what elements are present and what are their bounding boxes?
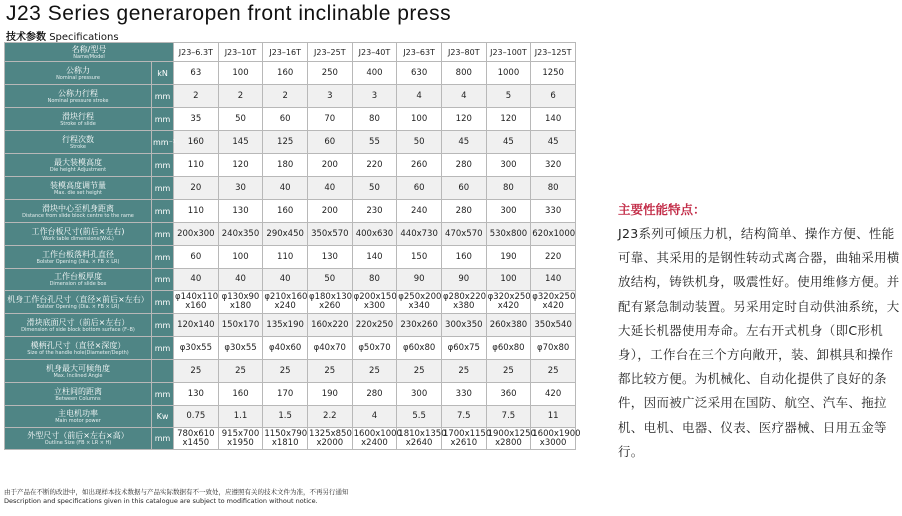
features-panel xyxy=(618,200,902,464)
table-row xyxy=(5,337,576,360)
parameter-name-cell xyxy=(5,337,152,360)
value-cell: 350x570 xyxy=(307,223,352,246)
catalogue-notes xyxy=(4,488,349,506)
value-cell: 630 xyxy=(397,62,442,85)
header-name-en: Name/Model xyxy=(73,53,105,60)
value-cell: 25 xyxy=(263,360,308,383)
value-cell: 80 xyxy=(531,177,576,200)
table-row xyxy=(5,62,576,85)
value-cell: 2 xyxy=(218,85,263,108)
value-cell: 160 xyxy=(174,131,219,154)
unit-cell: kN xyxy=(152,62,174,85)
parameter-name-cn: 工作台板尺寸(前后×左右) xyxy=(31,226,125,236)
value-cell: 25 xyxy=(352,360,397,383)
value-cell: 260x380 xyxy=(486,314,531,337)
parameter-name-en: Work table dimensions(WxL) xyxy=(42,235,114,242)
value-cell: 120x140 xyxy=(174,314,219,337)
parameter-name-cn: 机身工作台孔尺寸（直径×前后×左右） xyxy=(7,294,149,304)
value-cell: 110 xyxy=(263,246,308,269)
value-cell: 400x630 xyxy=(352,223,397,246)
value-cell: 50 xyxy=(352,177,397,200)
parameter-name-cn: 装模高度调节量 xyxy=(50,180,106,190)
value-cell: 780x610 x1450 xyxy=(174,428,219,450)
value-cell: 4 xyxy=(397,85,442,108)
value-cell: 260 xyxy=(397,154,442,177)
parameter-name-cn: 工作台板落料孔直径 xyxy=(42,249,114,259)
parameter-name-cell xyxy=(5,108,152,131)
value-cell: 240 xyxy=(397,200,442,223)
header-name-cell xyxy=(5,43,174,62)
value-cell: 200x300 xyxy=(174,223,219,246)
features-title: 主要性能特点： xyxy=(618,202,706,217)
value-cell: 40 xyxy=(263,177,308,200)
value-cell: 1900x1250 x2800 xyxy=(487,428,536,448)
value-cell: 50 xyxy=(218,108,263,131)
parameter-name-cn: 最大装模高度 xyxy=(54,157,102,167)
value-cell: 60 xyxy=(397,177,442,200)
value-cell: φ60x80 xyxy=(397,337,442,360)
note-cn: 由于产品在不断的改进中，如出现样本技术数据与产品实际数据有不一致处，应遵照有关的技术文件为准，不再另行通知 xyxy=(4,488,349,496)
value-cell: 2 xyxy=(174,85,219,108)
value-cell: 40 xyxy=(263,269,308,291)
features-body: J23系列可倾压力机，结构简单、操作方便、性能可靠、其采用的是钢性转动式离合器，曲轴采用横放结构，铸铁机身，吸震性好。使用维修方便。并配有紧急制动装置。另采用定时自动供油系统，大大延长机器使用寿命。左右开式机身（即C形机身），工作台在三个方向敞开，装、卸棋具和操作都比较方便。为机械化、自动化提供了良好的条件，因而被广泛采用在国防、航空、汽车、拖拉机、电机、电器、仪表、医疗器械、日用五金等行。 xyxy=(618,226,900,459)
value-cell: 150 xyxy=(397,246,442,269)
value-cell: 280 xyxy=(441,154,486,177)
value-cell: 7.5 xyxy=(486,406,531,428)
parameter-name-cn: 滑块行程 xyxy=(62,111,94,121)
unit-cell: mm xyxy=(152,314,174,337)
table-row xyxy=(5,291,576,314)
value-cell: φ60x80 xyxy=(486,337,531,360)
value-cell: 110 xyxy=(174,154,219,177)
value-cell: 145 xyxy=(218,131,263,154)
value-cell: 420 xyxy=(531,383,576,406)
value-cell: φ210x160 x240 xyxy=(263,291,308,314)
parameter-name-en: Distance from slide block centre to the rame xyxy=(22,212,134,219)
value-cell: 1600x1000 x2400 xyxy=(353,428,402,448)
value-cell: φ30x55 xyxy=(218,337,263,360)
value-cell: 220 xyxy=(531,246,576,269)
value-cell: 3 xyxy=(352,85,397,108)
value-cell: 1250 xyxy=(531,62,576,85)
parameter-name-cell xyxy=(5,62,152,85)
value-cell: 1325x850 x2000 xyxy=(308,428,352,448)
value-cell: 40 xyxy=(307,177,352,200)
value-cell: 45 xyxy=(441,131,486,154)
value-cell: 360 xyxy=(486,383,531,406)
table-row xyxy=(5,85,576,108)
value-cell: 150x170 xyxy=(218,314,263,337)
value-cell: 3 xyxy=(307,85,352,108)
specifications-table xyxy=(4,42,581,450)
value-cell: 110 xyxy=(174,200,219,223)
parameter-name-cn: 机身最大可倾角度 xyxy=(46,363,110,373)
page-title: J23 Series generaropen front inclinable press xyxy=(6,2,452,25)
value-cell: 1.5 xyxy=(263,406,308,428)
value-cell: 0.75 xyxy=(174,406,219,428)
unit-cell: mm xyxy=(152,85,174,108)
value-cell: 40 xyxy=(218,269,263,291)
value-cell: 230 xyxy=(352,200,397,223)
parameter-name-cn: 外型尺寸（前后×左右×高） xyxy=(27,431,129,440)
value-cell: 25 xyxy=(397,360,442,383)
parameter-name-en: Size of the handle hole(Diameter/Depth) xyxy=(27,349,129,356)
parameter-name-cell xyxy=(5,85,152,108)
unit-cell: mm xyxy=(152,337,174,360)
model-header-cell: J23–16T xyxy=(263,43,308,62)
value-cell: 55 xyxy=(352,131,397,154)
value-cell: 25 xyxy=(531,360,576,383)
value-cell: 25 xyxy=(174,360,219,383)
table-row xyxy=(5,246,576,269)
value-cell: 60 xyxy=(174,246,219,269)
specifications-heading-en: Specifications xyxy=(49,32,119,43)
value-cell: 170 xyxy=(263,383,308,406)
value-cell: 45 xyxy=(486,131,531,154)
value-cell: 100 xyxy=(218,62,263,85)
parameter-name-en: Die height Adjustment xyxy=(49,166,107,173)
value-cell: 300 xyxy=(486,200,531,223)
value-cell: 125 xyxy=(263,131,308,154)
value-cell: 80 xyxy=(352,269,397,291)
value-cell: φ40x70 xyxy=(307,337,352,360)
value-cell: 25 xyxy=(307,360,352,383)
value-cell: 100 xyxy=(486,269,531,291)
unit-cell: mm xyxy=(152,383,174,406)
unit-cell: mm xyxy=(152,108,174,131)
value-cell: 220 xyxy=(352,154,397,177)
value-cell: 120 xyxy=(486,108,531,131)
value-cell: 160 xyxy=(441,246,486,269)
value-cell: 140 xyxy=(531,269,576,291)
value-cell: 80 xyxy=(486,177,531,200)
value-cell: φ140x110 x160 xyxy=(174,291,219,314)
value-cell: 80 xyxy=(352,108,397,131)
parameter-name-en: Between Columns xyxy=(55,395,101,402)
value-cell: 140 xyxy=(352,246,397,269)
parameter-name-en: Max. die set height xyxy=(54,189,102,196)
unit-cell: mm⁻¹ xyxy=(152,131,174,154)
value-cell: 140 xyxy=(531,108,576,131)
unit-cell: mm xyxy=(152,154,174,177)
value-cell: 220x250 xyxy=(352,314,397,337)
unit-cell: mm xyxy=(152,428,174,450)
parameter-name-en: Main motor power xyxy=(55,418,101,424)
parameter-name-cell xyxy=(5,406,152,428)
unit-cell: Kw xyxy=(152,406,174,428)
table-row xyxy=(5,406,576,428)
value-cell: 330 xyxy=(441,383,486,406)
parameter-name-cn: 公称力 xyxy=(66,65,90,75)
value-cell: 63 xyxy=(174,62,219,85)
value-cell: 320 xyxy=(531,154,576,177)
parameter-name-cn: 滑块中心至机身距离 xyxy=(42,203,114,213)
parameter-name-cell xyxy=(5,428,152,450)
value-cell: 130 xyxy=(307,246,352,269)
value-cell: 50 xyxy=(397,131,442,154)
value-cell: 70 xyxy=(307,108,352,131)
value-cell: 4 xyxy=(441,85,486,108)
parameter-name-en: Bolster Opening (Dia. × FB × LR) xyxy=(36,303,120,310)
value-cell: 20 xyxy=(174,177,219,200)
parameter-name-cell xyxy=(5,314,152,337)
value-cell: 25 xyxy=(218,360,263,383)
parameter-name-en: Outline Size (FB × LR × H) xyxy=(44,440,112,446)
value-cell: 50 xyxy=(307,269,352,291)
value-cell: 230x260 xyxy=(397,314,442,337)
parameter-name-cn: 行程次数 xyxy=(62,134,94,144)
parameter-name-cell xyxy=(5,154,152,177)
value-cell: 2 xyxy=(263,85,308,108)
value-cell: 915x700 x1950 xyxy=(218,428,263,450)
model-header-cell: J23–63T xyxy=(397,43,442,62)
value-cell: 400 xyxy=(352,62,397,85)
parameter-name-cell xyxy=(5,269,152,291)
parameter-name-en: Stroke of slide xyxy=(60,120,96,127)
value-cell: 160 xyxy=(263,62,308,85)
value-cell: 4 xyxy=(352,406,397,428)
model-header-cell: J23–10T xyxy=(218,43,263,62)
note-en: Description and specifications given in this catalogue are subject to modification without notice. xyxy=(4,497,318,505)
table-header-row xyxy=(5,43,576,62)
value-cell: 120 xyxy=(441,108,486,131)
parameter-name-en: Nominal pressure xyxy=(56,74,100,81)
table-row xyxy=(5,269,576,291)
value-cell: 160x220 xyxy=(307,314,352,337)
value-cell: 160 xyxy=(263,200,308,223)
value-cell: 5.5 xyxy=(397,406,442,428)
value-cell: φ50x70 xyxy=(352,337,397,360)
parameter-name-en: Nominal pressure stroke xyxy=(47,97,109,104)
unit-cell: mm xyxy=(152,200,174,223)
value-cell: φ180x130 x260 xyxy=(307,291,352,314)
unit-cell: mm xyxy=(152,246,174,269)
value-cell: 290x450 xyxy=(263,223,308,246)
value-cell: 160 xyxy=(218,383,263,406)
value-cell: 60 xyxy=(441,177,486,200)
value-cell: 120 xyxy=(218,154,263,177)
value-cell: 100 xyxy=(397,108,442,131)
value-cell: φ60x75 xyxy=(441,337,486,360)
value-cell: φ70x80 xyxy=(531,337,576,360)
value-cell: 6 xyxy=(531,85,576,108)
value-cell: 7.5 xyxy=(441,406,486,428)
value-cell: 300 xyxy=(486,154,531,177)
value-cell: 130 xyxy=(218,200,263,223)
value-cell: 280 xyxy=(441,200,486,223)
value-cell: 350x540 xyxy=(531,314,576,337)
value-cell: φ40x60 xyxy=(263,337,308,360)
table-row xyxy=(5,360,576,383)
model-header-cell: J23–80T xyxy=(441,43,486,62)
value-cell: 5 xyxy=(486,85,531,108)
table-row xyxy=(5,108,576,131)
header-name-cn: 名称/型号 xyxy=(71,44,107,54)
value-cell: 1810x1350 x2640 xyxy=(398,428,447,448)
value-cell: 1000 xyxy=(486,62,531,85)
parameter-name-en: Max. Inclined Angle xyxy=(53,372,103,379)
value-cell: 470x570 xyxy=(441,223,486,246)
value-cell: φ320x250 x420 xyxy=(486,291,531,314)
value-cell: 200 xyxy=(307,200,352,223)
parameter-name-cn: 主电机功率 xyxy=(58,409,98,418)
parameter-name-cell xyxy=(5,223,152,246)
unit-cell xyxy=(152,360,174,383)
parameter-name-cell xyxy=(5,246,152,269)
unit-cell: mm xyxy=(152,291,174,314)
table-row xyxy=(5,200,576,223)
value-cell: 1700x1150 x2610 xyxy=(442,428,492,448)
parameter-name-cn: 模柄孔尺寸（直径×深度） xyxy=(30,340,126,350)
value-cell: φ30x55 xyxy=(174,337,219,360)
table-row xyxy=(5,177,576,200)
value-cell: 60 xyxy=(307,131,352,154)
model-header-cell: J23–40T xyxy=(352,43,397,62)
value-cell: 11 xyxy=(531,406,576,428)
value-cell: 530x800 xyxy=(486,223,531,246)
value-cell: 45 xyxy=(531,131,576,154)
value-cell: 100 xyxy=(218,246,263,269)
value-cell: 300x350 xyxy=(441,314,486,337)
value-cell: 240x350 xyxy=(218,223,263,246)
specifications-heading-cn: 技术参数 xyxy=(6,32,46,43)
parameter-name-cell xyxy=(5,360,152,383)
value-cell: 35 xyxy=(174,108,219,131)
value-cell: 130 xyxy=(174,383,219,406)
value-cell: φ130x90 x180 xyxy=(218,291,263,314)
value-cell: 180 xyxy=(263,154,308,177)
value-cell: 800 xyxy=(441,62,486,85)
parameter-name-cn: 工作台板厚度 xyxy=(54,272,102,281)
table-row xyxy=(5,428,576,450)
parameter-name-en: Dimension of slide box xyxy=(49,281,107,287)
value-cell: 300 xyxy=(397,383,442,406)
unit-cell: mm xyxy=(152,177,174,200)
value-cell: 30 xyxy=(218,177,263,200)
value-cell: φ320x250 x420 xyxy=(531,291,576,314)
model-header-cell: J23–25T xyxy=(307,43,352,62)
parameter-name-cell xyxy=(5,291,152,314)
value-cell: 280 xyxy=(352,383,397,406)
value-cell: 200 xyxy=(307,154,352,177)
parameter-name-cn: 公称力行程 xyxy=(58,88,98,98)
value-cell: 1600x1900 x3000 xyxy=(532,428,581,448)
value-cell: 90 xyxy=(441,269,486,291)
value-cell: 2.2 xyxy=(307,406,352,428)
table-row xyxy=(5,154,576,177)
unit-cell: mm xyxy=(152,223,174,246)
table-row xyxy=(5,383,576,406)
table-row xyxy=(5,223,576,246)
table-row xyxy=(5,314,576,337)
specifications-heading xyxy=(6,28,119,43)
value-cell: 250 xyxy=(307,62,352,85)
specifications-table-body xyxy=(5,43,581,450)
value-cell: φ250x200 x340 xyxy=(397,291,442,314)
value-cell: 90 xyxy=(397,269,442,291)
value-cell: 25 xyxy=(486,360,531,383)
value-cell: φ280x220 x380 xyxy=(441,291,486,314)
parameter-name-en: Bolster Opening (Dia. × FB × LR) xyxy=(36,258,120,265)
value-cell: 1150x790 x1810 xyxy=(264,428,308,448)
parameter-name-cn: 滑块底面尺寸（前后×左右） xyxy=(26,317,130,327)
parameter-name-en: Dimension of side block bottom surface (F–B) xyxy=(21,326,135,333)
parameter-name-cell xyxy=(5,177,152,200)
value-cell: 620x1000 xyxy=(531,223,576,246)
model-header-cell: J23–125T xyxy=(531,43,576,62)
value-cell: 135x190 xyxy=(263,314,308,337)
parameter-name-en: Stroke xyxy=(70,143,86,150)
value-cell: 440x730 xyxy=(397,223,442,246)
value-cell: 60 xyxy=(263,108,308,131)
model-header-cell: J23–100T xyxy=(486,43,531,62)
parameter-name-cell xyxy=(5,200,152,223)
value-cell: 330 xyxy=(531,200,576,223)
value-cell: 190 xyxy=(486,246,531,269)
parameter-name-cn: 立柱间的距离 xyxy=(54,386,102,396)
model-header-cell: J23–6.3T xyxy=(174,43,219,62)
value-cell: 1.1 xyxy=(218,406,263,428)
parameter-name-cell xyxy=(5,131,152,154)
value-cell: φ200x150 x300 xyxy=(352,291,397,314)
value-cell: 25 xyxy=(441,360,486,383)
table-row xyxy=(5,131,576,154)
value-cell: 190 xyxy=(307,383,352,406)
unit-cell: mm xyxy=(152,269,174,291)
value-cell: 40 xyxy=(174,269,219,291)
parameter-name-cell xyxy=(5,383,152,406)
